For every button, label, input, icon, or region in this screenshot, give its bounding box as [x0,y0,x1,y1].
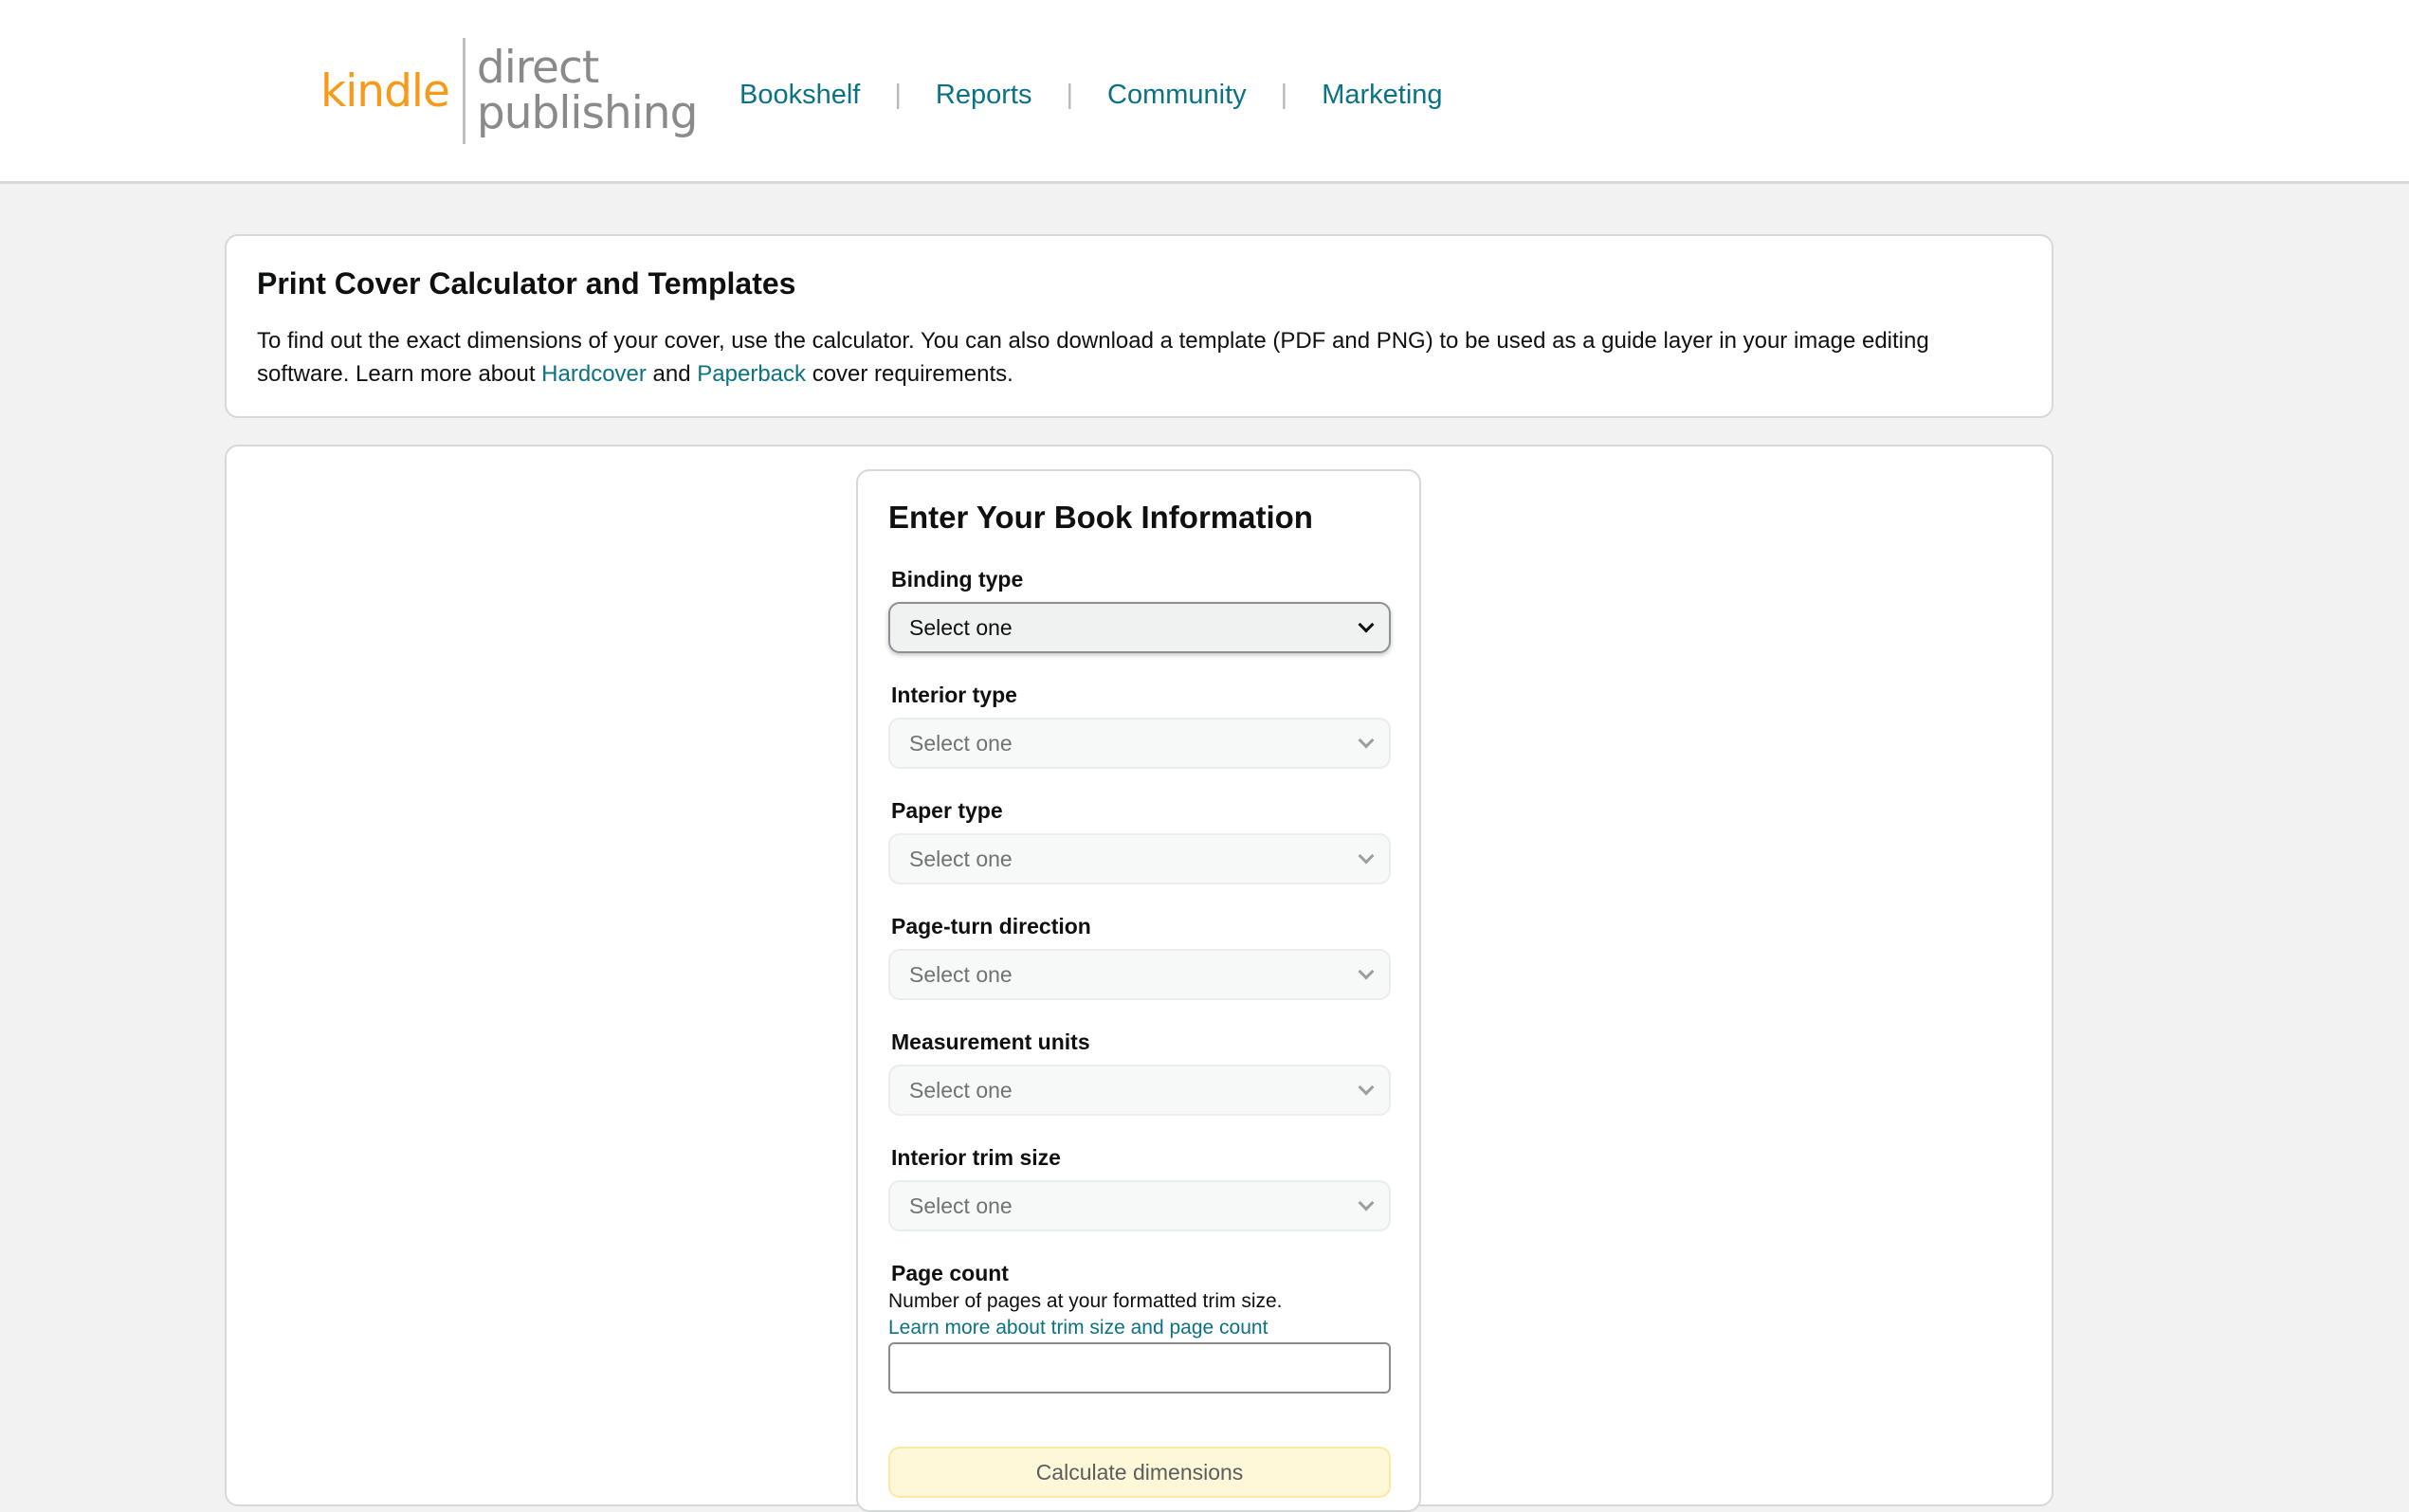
paper-type-value: Select one [909,846,1013,871]
trim-size-help-link[interactable]: Learn more about trim size and page count [888,1317,1268,1339]
nav-separator: | [1280,80,1288,110]
chevron-down-icon [1359,733,1375,749]
paper-type-label: Paper type [891,798,1003,823]
binding-type-select[interactable] [888,602,1391,653]
nav-community[interactable]: Community [1107,80,1247,110]
page-turn-direction-label: Page-turn direction [891,914,1091,938]
paper-type-select[interactable] [888,833,1391,884]
chevron-down-icon [1359,848,1375,865]
logo-direct-text: direct [476,42,599,94]
interior-trim-size-value: Select one [909,1193,1013,1218]
page-count-label: Page count [891,1261,1009,1285]
intro-text-3: cover requirements. [806,361,1013,387]
measurement-units-select[interactable] [888,1065,1391,1116]
nav-bookshelf[interactable]: Bookshelf [739,80,861,110]
nav-reports[interactable]: Reports [935,80,1032,110]
intro-description [257,324,2021,391]
interior-type-select[interactable] [888,718,1391,769]
paperback-link[interactable]: Paperback [697,361,807,387]
interior-type-label: Interior type [891,683,1017,707]
intro-text-2: and [646,361,698,387]
form-title: Enter Your Book Information [888,500,1313,535]
chevron-down-icon [1359,964,1375,980]
page-count-helper: Number of pages at your formatted trim size. [888,1290,1283,1312]
logo-kindle-text: kindle [320,64,449,118]
top-header [0,0,2409,184]
logo-publishing-text: publishing [476,87,698,139]
main-nav [739,80,1443,111]
page-turn-direction-select[interactable] [888,949,1391,1000]
chevron-down-icon [1359,1195,1375,1211]
interior-trim-size-select[interactable] [888,1180,1391,1231]
intro-card [225,234,2053,418]
kdp-logo[interactable] [320,36,697,146]
page-title: Print Cover Calculator and Templates [257,266,796,301]
book-info-form [856,469,1421,1512]
chevron-down-icon [1359,1080,1375,1096]
nav-separator: | [894,80,902,110]
logo-direct-publishing [465,42,698,139]
nav-separator: | [1066,80,1073,110]
page-turn-direction-value: Select one [909,961,1013,987]
chevron-down-icon [1359,617,1375,633]
measurement-units-value: Select one [909,1077,1013,1102]
nav-marketing[interactable]: Marketing [1322,80,1443,110]
hardcover-link[interactable]: Hardcover [541,361,647,387]
binding-type-label: Binding type [891,567,1024,592]
binding-type-value: Select one [909,614,1013,640]
interior-type-value: Select one [909,730,1013,756]
calculate-dimensions-button[interactable]: Calculate dimensions [888,1447,1391,1498]
intro-text-1: To find out the exact dimensions of your cover, use the calculator. You can also download a template (PDF and PNG) to be used as a guide layer in your image editing software. Learn more about [257,328,1929,387]
page-count-input[interactable] [888,1342,1391,1394]
interior-trim-size-label: Interior trim size [891,1145,1061,1170]
measurement-units-label: Measurement units [891,1029,1090,1054]
